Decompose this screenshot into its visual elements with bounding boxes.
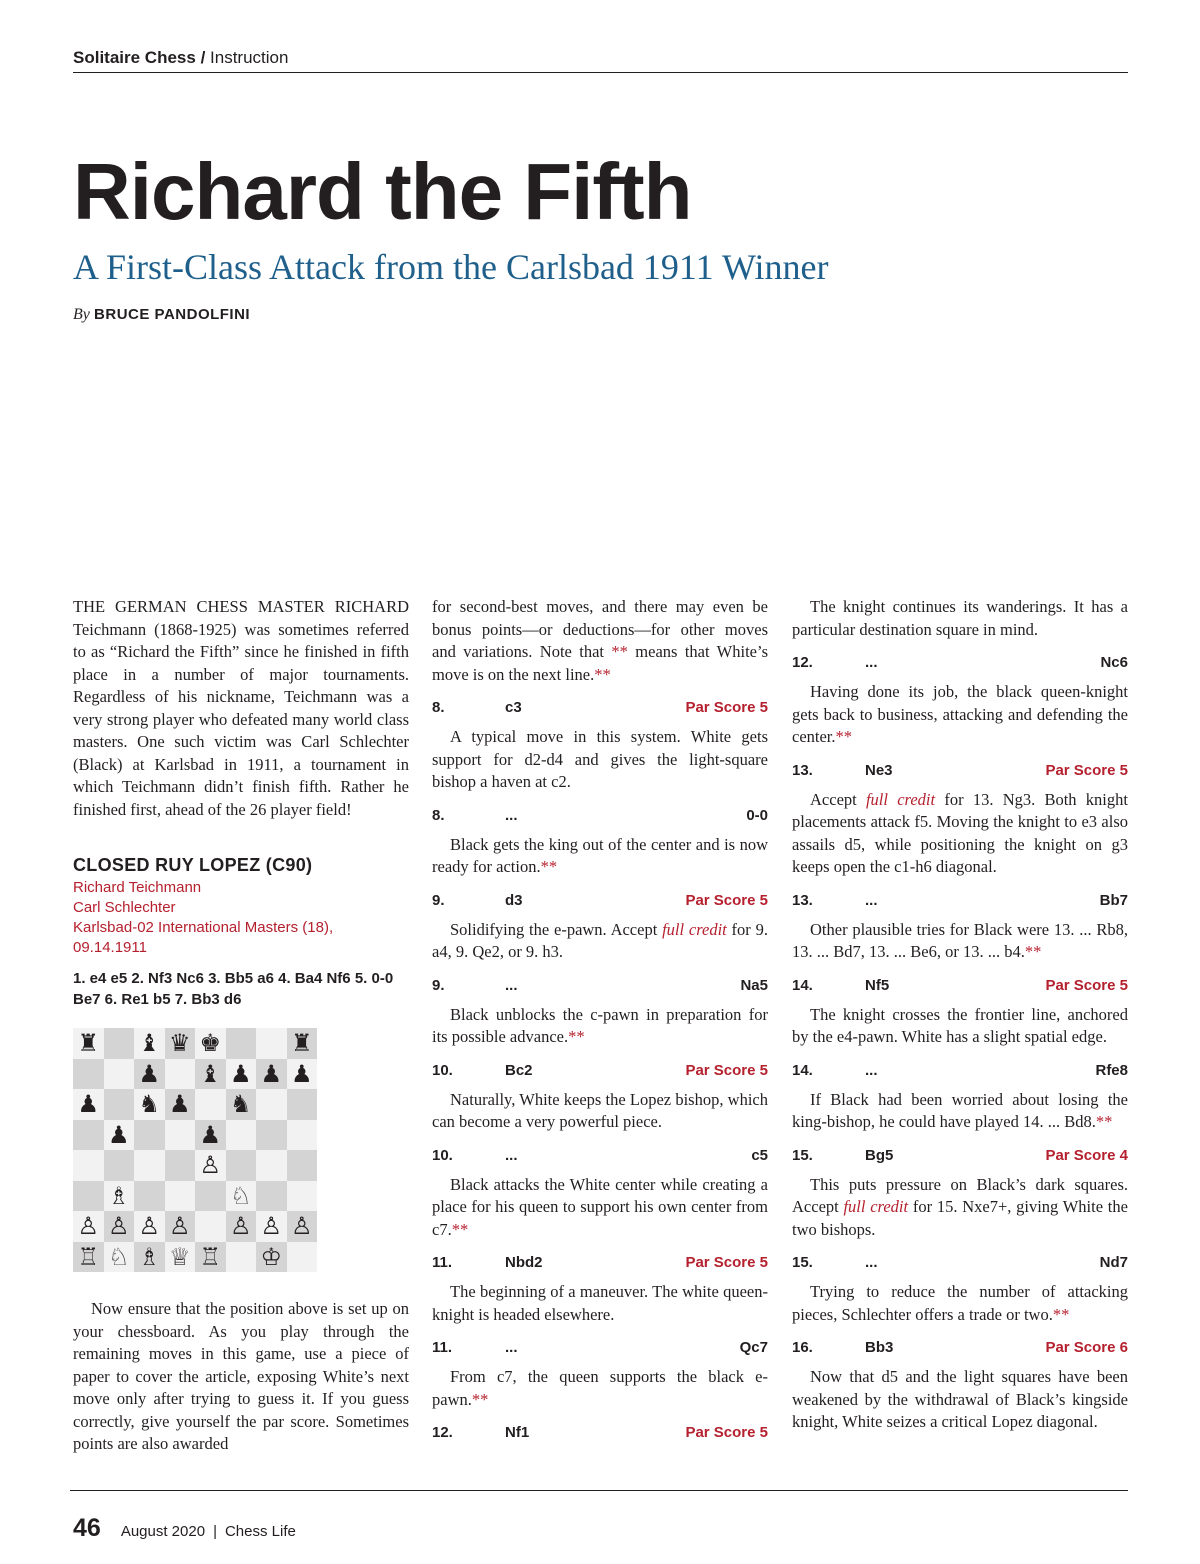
move-number: 13. [792, 891, 813, 909]
black-move: c5 [751, 1146, 768, 1164]
move-row [432, 807, 768, 824]
square-h3 [287, 1181, 318, 1212]
move-number: 9. [432, 891, 445, 909]
black-move: Qc7 [739, 1339, 768, 1356]
square-b8 [104, 1028, 135, 1059]
move-number: 8. [432, 806, 445, 824]
par-score: Par Score 5 [685, 1254, 768, 1271]
comment-text: Accept [810, 789, 866, 809]
white-move: d3 [505, 891, 523, 909]
move-comment [792, 1281, 1128, 1326]
square-e1 [195, 1242, 226, 1273]
chess-piece-icon: ♘ [229, 1181, 252, 1210]
byline-by: By [73, 306, 90, 323]
chess-piece-icon: ♖ [77, 1242, 99, 1271]
square-d2 [165, 1211, 196, 1242]
move-comment [432, 1366, 768, 1411]
move-row [792, 892, 1128, 909]
white-move: Bg5 [865, 1146, 894, 1164]
square-f2 [226, 1211, 257, 1242]
move-comment: Now that d5 and the light squares have been weakened by the withdrawal of Black’s kingside knight, White seizes a critical Lopez diagonal. [792, 1367, 1128, 1431]
move-ellipsis: ... [865, 654, 878, 671]
move-comment [432, 919, 768, 964]
square-g4 [256, 1150, 287, 1181]
move-number: 14. [792, 1061, 813, 1079]
article-title: Richard the Fifth [73, 147, 692, 236]
comment-text: This puts pressure on Black’s dark squares. Accept [792, 1174, 1128, 1216]
column-1 [73, 596, 409, 1456]
comment-text: for 15. Nxe7+, giving White the two bishops. [792, 1197, 1128, 1239]
square-b4 [104, 1150, 135, 1181]
square-h4 [287, 1150, 318, 1181]
full-credit: full credit [843, 1197, 909, 1216]
square-h8 [287, 1028, 318, 1059]
chess-piece-icon: ♟ [168, 1090, 191, 1119]
square-g8 [256, 1028, 287, 1059]
par-score: Par Score 6 [1045, 1339, 1128, 1356]
move-number: 16. [792, 1339, 813, 1356]
move-number: 14. [792, 976, 813, 994]
move-ellipsis: ... [865, 1254, 878, 1271]
section-separator: / [200, 48, 206, 67]
square-c6 [134, 1089, 165, 1120]
black-move: 0-0 [746, 806, 768, 824]
move-ellipsis: ... [505, 1146, 518, 1164]
move-comment [792, 789, 1128, 879]
stars-marker: ** [540, 857, 558, 876]
full-credit: full credit [662, 919, 727, 939]
stars-marker: ** [611, 642, 628, 661]
black-move: Na5 [740, 976, 768, 994]
stars-marker: ** [1024, 942, 1042, 961]
chess-piece-icon: ♗ [107, 1181, 130, 1210]
square-h7 [287, 1059, 318, 1090]
square-e6 [195, 1089, 226, 1120]
game-heading: CLOSED RUY LOPEZ (C90) [73, 855, 313, 875]
white-move: c3 [505, 699, 522, 716]
chess-piece-icon: ♙ [260, 1212, 282, 1241]
column-2 [432, 596, 768, 1451]
white-move: Nbd2 [505, 1254, 543, 1271]
move-number: 10. [432, 1146, 453, 1164]
square-a3 [73, 1181, 104, 1212]
chess-piece-icon: ♖ [199, 1242, 221, 1271]
chess-piece-icon: ♙ [138, 1212, 160, 1241]
col2-intro-b: means that White’s move is on the next line. [432, 642, 768, 684]
page-footer [73, 1514, 296, 1543]
square-b1 [104, 1242, 135, 1273]
comment-text: for 13. Ng3. Both knight placements attack f5. Moving the knight to e3 also assails d5, while positioning the knight on g3 keeps open the c1-h6 diagonal. [792, 789, 1128, 876]
square-e3 [195, 1181, 226, 1212]
square-h6 [287, 1089, 318, 1120]
square-c1 [134, 1242, 165, 1273]
chess-piece-icon: ♟ [199, 1120, 221, 1149]
move-number: 9. [432, 976, 445, 994]
par-score: Par Score 5 [1045, 761, 1128, 779]
black-move: Nd7 [1099, 1254, 1128, 1271]
square-h5 [287, 1120, 318, 1151]
chess-piece-icon: ♟ [138, 1059, 160, 1088]
chess-piece-icon: ♙ [290, 1212, 313, 1241]
chess-piece-icon: ♕ [168, 1242, 191, 1271]
square-f5 [226, 1120, 257, 1151]
square-b2 [104, 1211, 135, 1242]
square-b6 [104, 1089, 135, 1120]
white-player: Richard Teichmann [73, 879, 202, 896]
square-b3 [104, 1181, 135, 1212]
move-number: 11. [432, 1339, 453, 1356]
square-d4 [165, 1150, 196, 1181]
square-h2 [287, 1211, 318, 1242]
square-d5 [165, 1120, 196, 1151]
move-row [432, 892, 768, 909]
chess-piece-icon: ♛ [168, 1029, 191, 1058]
par-score: Par Score 5 [685, 891, 768, 909]
chess-piece-icon: ♙ [229, 1212, 252, 1241]
move-ellipsis: ... [865, 1061, 878, 1079]
move-row [792, 762, 1128, 779]
black-move: Nc6 [1100, 654, 1128, 671]
chess-piece-icon: ♗ [138, 1242, 160, 1271]
white-move: Ne3 [865, 761, 893, 779]
move-number: 10. [432, 1061, 453, 1079]
comment-text: for 9. a4, 9. Qe2, or 9. h3. [432, 919, 768, 961]
move-number: 11. [432, 1254, 453, 1271]
stars-marker: ** [451, 1219, 469, 1239]
move-row [432, 977, 768, 994]
stars-marker: ** [471, 1389, 489, 1409]
event-name: Karlsbad-02 International Masters (18), [73, 919, 334, 936]
byline-author: BRUCE PANDOLFINI [94, 306, 251, 323]
square-g5 [256, 1120, 287, 1151]
square-g6 [256, 1089, 287, 1120]
par-score: Par Score 4 [1045, 1146, 1128, 1164]
square-c2 [134, 1211, 165, 1242]
comment-text: Other plausible tries for Black were 13. ... Rb8, 13. ... Bd7, 13. ... Be6, or 13. ... b4. [792, 919, 1128, 961]
square-d1 [165, 1242, 196, 1273]
move-comment [432, 1004, 768, 1049]
move-comment [792, 1174, 1128, 1242]
move-ellipsis: ... [505, 806, 518, 824]
square-e2 [195, 1211, 226, 1242]
move-comment: Naturally, White keeps the Lopez bishop, which can become a very powerful piece. [432, 1089, 768, 1131]
move-row [792, 654, 1128, 671]
par-score: Par Score 5 [1045, 976, 1128, 994]
move-comment [792, 1089, 1128, 1134]
white-move: Nf5 [865, 976, 890, 994]
chess-piece-icon: ♟ [229, 1059, 252, 1088]
square-e5 [195, 1120, 226, 1151]
move-row [792, 1254, 1128, 1271]
comment-text: Black gets the king out of the center and is now ready for action. [432, 834, 768, 876]
page-number: 46 [73, 1514, 101, 1542]
move-row [792, 1062, 1128, 1079]
chess-piece-icon: ♘ [107, 1242, 130, 1271]
black-move: Rfe8 [1095, 1061, 1128, 1079]
section-kind: Instruction [210, 48, 289, 67]
col2-intro [432, 596, 768, 686]
square-a4 [73, 1150, 104, 1181]
comment-text: Solidifying the e-pawn. Accept [450, 919, 663, 939]
square-d7 [165, 1059, 196, 1090]
move-comment: The knight crosses the frontier line, anchored by the e4-pawn. White has a slight spatial edge. [792, 1004, 1128, 1046]
par-score: Par Score 5 [685, 1061, 768, 1079]
square-f3 [226, 1181, 257, 1212]
chess-piece-icon: ♟ [77, 1090, 99, 1119]
chess-piece-icon: ♞ [229, 1090, 252, 1119]
chess-piece-icon: ♙ [168, 1212, 191, 1241]
move-row [432, 699, 768, 716]
move-comment: The knight continues its wanderings. It has a particular destination square in mind. [792, 597, 1128, 639]
square-g7 [256, 1059, 287, 1090]
chess-piece-icon: ♙ [199, 1151, 221, 1180]
square-e7 [195, 1059, 226, 1090]
square-c7 [134, 1059, 165, 1090]
black-move: Bb7 [1099, 891, 1128, 909]
move-comment [432, 834, 768, 879]
move-number: 8. [432, 699, 445, 716]
opening-moves: 1. e4 e5 2. Nf3 Nc6 3. Bb5 a6 4. Ba4 Nf6 5. 0-0 Be7 6. Re1 b5 7. Bb3 d6 [73, 970, 394, 1008]
square-g1 [256, 1242, 287, 1273]
square-c8 [134, 1028, 165, 1059]
square-c3 [134, 1181, 165, 1212]
move-comment: A typical move in this system. White gets support for d2-d4 and gives the light-square bishop a haven at c2. [432, 727, 768, 791]
black-player: Carl Schlechter [73, 899, 176, 916]
move-comment [792, 681, 1128, 749]
square-d6 [165, 1089, 196, 1120]
move-comment [792, 919, 1128, 964]
intro-paragraph: THE GERMAN CHESS MASTER RICHARD Teichmann (1868-1925) was sometimes referred to as “Richard the Fifth” since he finished in fifth place in a number of major tournaments. Regardless of his nickname, Teichmann was a very strong player who defeated many world class masters. One such victim was Carl Schlechter (Black) at Karlsbad in 1911, a tournament in which Teichmann didn’t finish fifth. Rather he finished first, ahead of the 26 player field! [73, 597, 409, 819]
issue-date: August 2020 [120, 1523, 206, 1540]
move-number: 15. [792, 1146, 813, 1164]
white-move: Bc2 [505, 1061, 533, 1079]
stars-marker: ** [594, 664, 611, 684]
square-d8 [165, 1028, 196, 1059]
square-a8 [73, 1028, 104, 1059]
move-row [432, 1339, 768, 1356]
move-number: 12. [792, 654, 813, 671]
running-header [73, 48, 1128, 73]
square-f1 [226, 1242, 257, 1273]
move-number: 12. [432, 1424, 453, 1441]
chess-piece-icon: ♚ [199, 1029, 221, 1058]
move-row [792, 977, 1128, 994]
move-ellipsis: ... [505, 1339, 518, 1356]
square-f6 [226, 1089, 257, 1120]
square-d3 [165, 1181, 196, 1212]
square-b7 [104, 1059, 135, 1090]
comment-text: If Black had been worried about losing the king-bishop, he could have played 14. ... Bd8. [792, 1089, 1128, 1131]
chess-piece-icon: ♞ [138, 1090, 160, 1119]
stars-marker: ** [835, 727, 853, 746]
square-a2 [73, 1211, 104, 1242]
chess-piece-icon: ♜ [290, 1029, 313, 1058]
move-number: 15. [792, 1254, 813, 1271]
instructions-paragraph: Now ensure that the position above is set up on your chessboard. As you play through the remaining moves in this game, use a piece of paper to cover the article, exposing White’s next move only after trying to guess it. If you guess correctly, give yourself the par score. Sometimes points are also awarded [73, 1299, 409, 1453]
move-row [432, 1062, 768, 1079]
square-e8 [195, 1028, 226, 1059]
chess-piece-icon: ♔ [260, 1242, 282, 1271]
white-move: Bb3 [865, 1339, 894, 1356]
chess-piece-icon: ♜ [77, 1029, 99, 1058]
byline [73, 306, 250, 324]
move-row [792, 1147, 1128, 1164]
column-3 [792, 596, 1128, 1434]
square-a5 [73, 1120, 104, 1151]
chess-piece-icon: ♝ [138, 1029, 160, 1058]
stars-marker: ** [568, 1027, 585, 1046]
square-f4 [226, 1150, 257, 1181]
comment-text: Having done its job, the black queen-knight gets back to business, attacking and defending the center. [792, 682, 1128, 746]
move-row [432, 1147, 768, 1164]
footer-separator: | [213, 1523, 217, 1540]
chess-board-diagram [73, 1028, 317, 1272]
square-c4 [134, 1150, 165, 1181]
move-ellipsis: ... [865, 891, 878, 909]
square-b5 [104, 1120, 135, 1151]
square-a1 [73, 1242, 104, 1273]
stars-marker: ** [1095, 1112, 1113, 1131]
game-info [73, 878, 409, 958]
move-row [792, 1339, 1128, 1356]
square-f8 [226, 1028, 257, 1059]
par-score: Par Score 5 [685, 699, 768, 716]
square-g3 [256, 1181, 287, 1212]
square-g2 [256, 1211, 287, 1242]
square-c5 [134, 1120, 165, 1151]
square-a7 [73, 1059, 104, 1090]
chess-piece-icon: ♙ [107, 1212, 130, 1241]
move-row [432, 1254, 768, 1271]
move-comment: The beginning of a maneuver. The white queen-knight is headed elsewhere. [432, 1282, 768, 1324]
white-move: Nf1 [505, 1424, 530, 1441]
magazine-name: Chess Life [224, 1523, 296, 1540]
chess-piece-icon: ♙ [77, 1212, 99, 1241]
comment-text: From c7, the queen supports the black e-pawn. [432, 1367, 768, 1409]
square-a6 [73, 1089, 104, 1120]
square-f7 [226, 1059, 257, 1090]
footer-rule [70, 1490, 1128, 1491]
move-row [432, 1424, 768, 1441]
full-credit: full credit [865, 789, 936, 809]
par-score: Par Score 5 [685, 1424, 768, 1441]
event-date: 09.14.1911 [73, 939, 147, 956]
chess-piece-icon: ♟ [290, 1059, 313, 1088]
move-comment [432, 1174, 768, 1242]
square-h1 [287, 1242, 318, 1273]
section-name: Solitaire Chess [73, 48, 196, 67]
comment-text: Black unblocks the c-pawn in preparation for its possible advance. [432, 1004, 768, 1046]
move-ellipsis: ... [505, 976, 518, 994]
move-number: 13. [792, 761, 813, 779]
chess-piece-icon: ♟ [107, 1120, 130, 1149]
chess-piece-icon: ♝ [199, 1059, 221, 1088]
chess-piece-icon: ♟ [260, 1059, 282, 1088]
square-e4 [195, 1150, 226, 1181]
comment-text: Black attacks the White center while creating a place for his queen to support his own center from c7. [432, 1174, 768, 1239]
stars-marker: ** [1052, 1304, 1070, 1324]
article-subtitle: A First-Class Attack from the Carlsbad 1911 Winner [73, 247, 829, 287]
col2-intro-a: for second-best moves, and there may even be bonus points—or deductions—for other moves and variations. Note that [432, 597, 768, 661]
comment-text: Trying to reduce the number of attacking pieces, Schlechter offers a trade or two. [792, 1282, 1128, 1324]
